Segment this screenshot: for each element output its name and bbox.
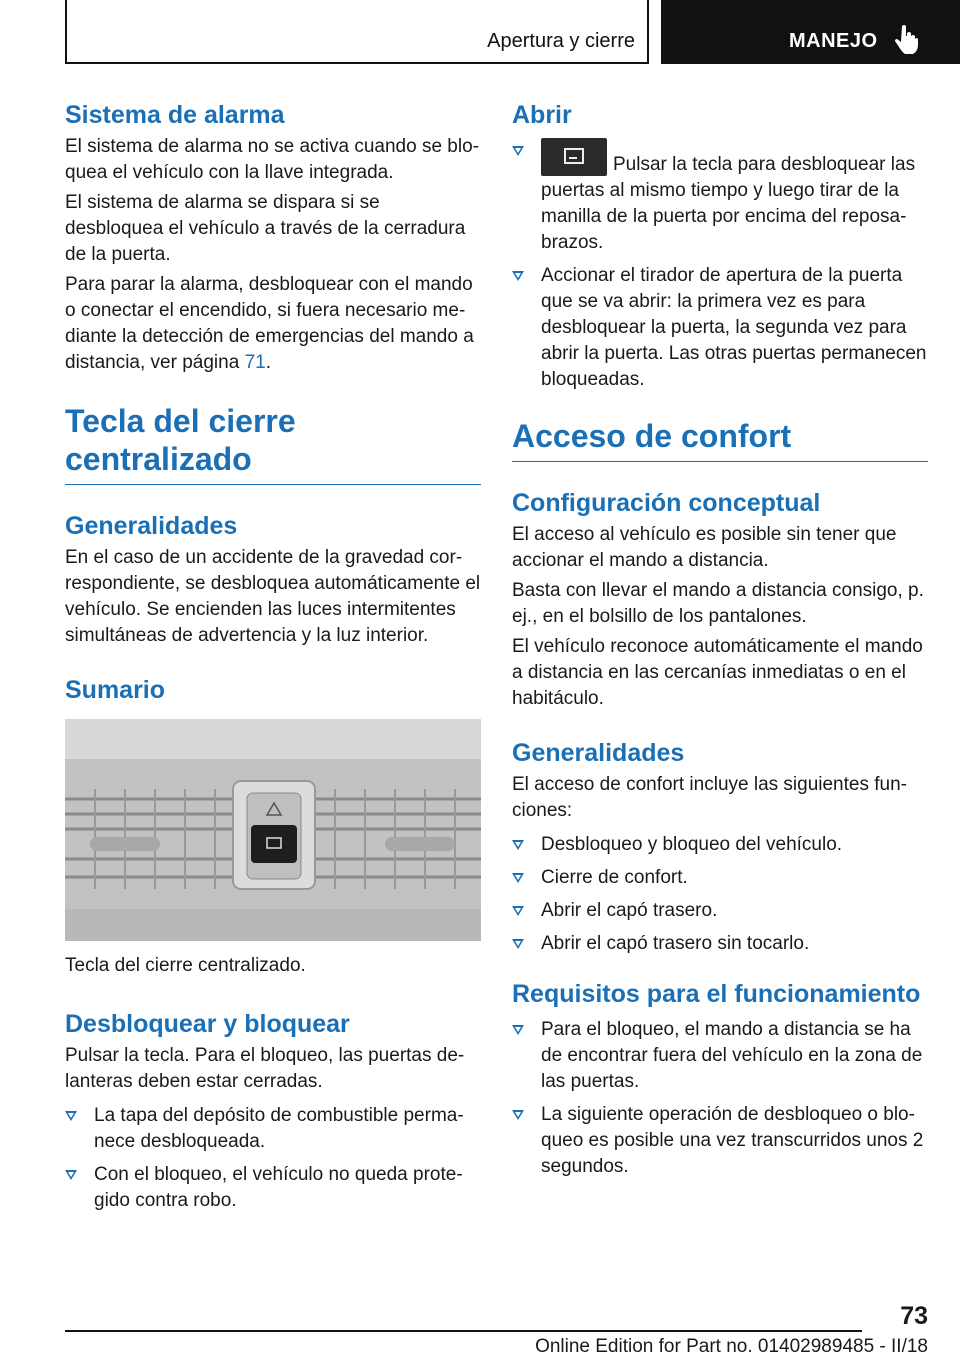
triangle-bullet-icon [65,1111,77,1121]
list-item: Para el bloqueo, el mando a distancia se ha de encontrar fuera del vehículo en la zona de las puertas. [512,1017,928,1095]
desbloquear-paragraph: Pulsar la tecla. Para el bloqueo, las puertas delanteras deben estar cerradas. [65,1045,465,1092]
requisitos-list [512,1017,928,1180]
configuracion-heading: Configuración conceptual [512,489,821,517]
acceso-heading: Acceso de confort [512,417,928,462]
generalidades-heading-left: Generalidades [65,512,238,540]
tecla-heading: Tecla del cierre centralizado [65,402,481,485]
header-chapter-title: MANEJO [789,30,878,52]
footer-edition: Online Edition for Part no. 01402989485 - II/18 [535,1336,928,1357]
header-section-tab [65,0,649,64]
generalidades-paragraph-left: En el caso de un accidente de la gravedad correspondiente, se desbloquea automáticamente el vehículo. Se encienden las luces intermitentes simultáneas de advertencia y la luz interior. [65,547,481,646]
page-link-71[interactable]: 71 [244,352,266,373]
triangle-bullet-icon [512,146,524,156]
air-vent-illustration [65,719,481,941]
list-item: La tapa del depósito de combustible permanece desbloqueada. [65,1103,481,1155]
list-item: La siguiente operación de desbloqueo o bloqueo es posible una vez transcurridos unos 2 segundos. [512,1102,928,1180]
generalidades-list [512,832,928,957]
desbloquear-list [65,1103,481,1214]
list-item: Abrir el capó trasero. [512,898,928,924]
list-item: Abrir el capó trasero sin tocarlo. [512,931,928,957]
abrir-list [512,138,928,393]
configuracion-paragraph-2: Basta con llevar el mando a distancia consigo, p. ej., en el bolsillo de los pantalones. [512,580,924,627]
triangle-bullet-icon [512,840,524,850]
abrir-heading: Abrir [512,101,572,129]
list-item: Desbloqueo y bloqueo del vehículo. [512,832,928,858]
list-item: Cierre de confort. [512,865,928,891]
generalidades-heading-right: Generalidades [512,739,685,767]
sumario-heading: Sumario [65,676,166,704]
requisitos-heading: Requisitos para el funcionamiento [512,980,921,1008]
page-number: 73 [900,1302,928,1330]
central-lock-button-photo [65,719,481,941]
header-section-title: Apertura y cierre [487,30,635,52]
right-column [512,100,928,1187]
header-chapter-tab [661,0,960,64]
alarm-heading: Sistema de alarma [65,101,285,129]
triangle-bullet-icon [512,1110,524,1120]
footer-divider [65,1330,862,1332]
unlock-door-button-icon [541,138,607,176]
alarm-paragraph-2: El sistema de alarma se dispara si se desbloquea el vehículo a través de la cerradura de la puerta. [65,192,466,265]
list-item: Accionar el tirador de apertura de la puerta que se va abrir: la primera vez es para desbloquear la puerta, la segunda vez para abrir la puerta. Las otras puertas permanecen bloqueadas. [512,263,928,393]
triangle-bullet-icon [512,939,524,949]
triangle-bullet-icon [512,906,524,916]
desbloquear-heading: Desbloquear y bloquear [65,1010,350,1038]
triangle-bullet-icon [512,1025,524,1035]
hand-pointer-icon [893,24,919,54]
configuracion-paragraph-3: El vehículo reconoce automáticamente el mando a distancia en las cercanías inmediatas o en el habitáculo. [512,636,923,709]
left-column [65,100,481,1221]
list-item: Pulsar la tecla para desbloquear las puertas al mismo tiempo y luego tirar de la manilla de la puerta por encima del reposabrazos. [512,138,928,256]
alarm-paragraph-3: Para parar la alarma, desbloquear con el mando o conectar el encendido, si fuera necesario mediante la detección de emergencias del mando a distancia, ver página 71. [65,274,474,373]
triangle-bullet-icon [65,1170,77,1180]
list-item: Con el bloqueo, el vehículo no queda protegido contra robo. [65,1162,481,1214]
alarm-paragraph-1: El sistema de alarma no se activa cuando se bloquea el vehículo con la llave integrada. [65,136,479,183]
photo-caption: Tecla del cierre centralizado. [65,955,306,976]
triangle-bullet-icon [512,271,524,281]
generalidades-paragraph-right: El acceso de confort incluye las siguientes funciones: [512,774,907,821]
triangle-bullet-icon [512,873,524,883]
configuracion-paragraph-1: El acceso al vehículo es posible sin tener que accionar el mando a distancia. [512,524,897,571]
